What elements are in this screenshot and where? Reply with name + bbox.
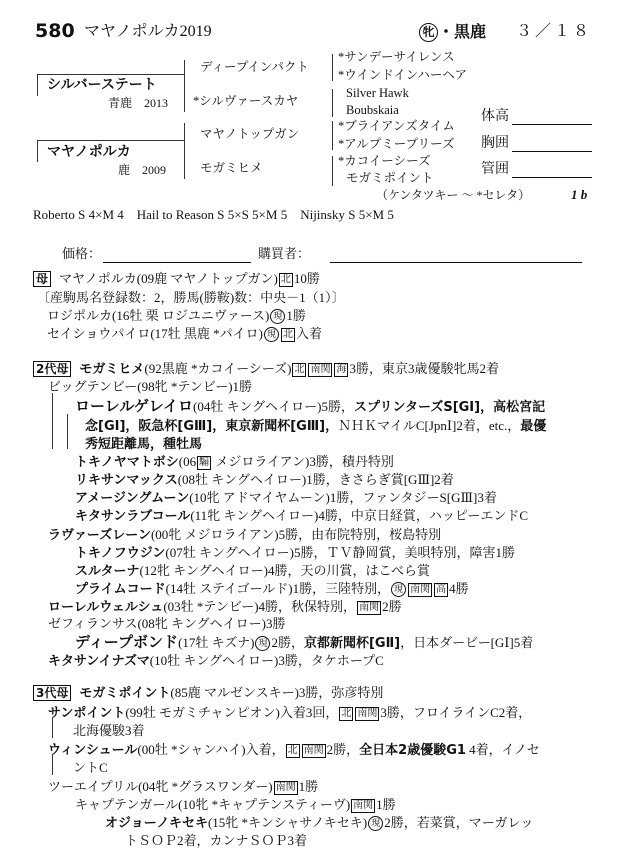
- bold-text: プライムコード: [75, 582, 166, 597]
- active-mark: 現: [391, 582, 406, 597]
- progeny-line: [48, 778, 318, 796]
- dam-color-year: 鹿 2009: [118, 163, 167, 177]
- region-mark: 南関: [357, 708, 378, 719]
- progeny-line-continued: [73, 759, 108, 777]
- bold-text: リキサンマックス: [75, 473, 178, 488]
- active-mark: 現: [264, 327, 279, 342]
- progeny-line: [75, 796, 396, 814]
- progeny-line: [75, 580, 469, 599]
- text-run: 北海優駿3着: [73, 723, 145, 738]
- text-run: (04牡 キングヘイロー)5勝，: [192, 399, 355, 414]
- bold-text: オジョーノキセキ: [105, 816, 208, 831]
- page-number: ３／１８: [516, 23, 593, 40]
- tree-connector: [52, 393, 53, 449]
- sire-sire-sire: *サンデーサイレンス: [338, 50, 455, 64]
- text-run: トＳＯＰ2着，カンナＳＯＰ3着: [125, 833, 308, 848]
- region-mark: 南関: [303, 745, 324, 756]
- sire-bracket-line: [37, 74, 184, 75]
- text-run: (06: [178, 454, 197, 469]
- section-label: 3代母: [33, 685, 71, 701]
- bold-text: サンポイント: [48, 706, 126, 721]
- bold-text: モガミポイント: [79, 686, 171, 701]
- bold-text: アメージングムーン: [75, 491, 190, 506]
- dam-sire-dam: *アルプミープリーズ: [338, 137, 455, 151]
- text-run: 2勝，若菜賞，マーガレッ: [384, 815, 534, 830]
- text-run: (99牡 モガミチャンピオン)入着3回，: [125, 705, 339, 720]
- sire-dam-dam: Boubskaia: [346, 103, 399, 117]
- text-run: 10勝: [293, 271, 320, 286]
- chest-blank[interactable]: [512, 151, 592, 152]
- progeny-line: [48, 704, 531, 723]
- dam-dam-dam: モガミポイント: [346, 171, 434, 185]
- region-mark: 南関: [275, 782, 296, 793]
- text-run: (92黒鹿 *カコイーシーズ): [144, 361, 292, 376]
- buyer-label: 購買者：: [258, 246, 311, 261]
- text-run: (12牝 キングヘイロー)4勝，天の川賞，はこべら賞: [139, 563, 430, 578]
- text-run: (00牝 メジロライアン)5勝，由布院特別，桜島特別: [150, 527, 442, 542]
- active-mark: 現: [255, 636, 270, 651]
- gen3-bracket-2: [332, 89, 333, 117]
- sire-color-year: 青鹿 2013: [108, 96, 169, 110]
- bold-text: 念[GⅠ]，阪急杯[GⅢ]，東京新聞杯[GⅢ]，: [85, 419, 339, 434]
- text-run: 1勝: [298, 779, 319, 794]
- gen3-bracket-1: [332, 54, 333, 81]
- text-run: ゼフィランサス(08牝 キングヘイロー)3勝: [48, 616, 286, 631]
- dam-dam-name: モガミヒメ: [200, 161, 263, 175]
- region-mark: 北: [280, 274, 291, 285]
- bold-text: 全日本2歳優駿G1: [359, 743, 466, 758]
- progeny-line-continued: [85, 435, 202, 454]
- coat-color: ・黒鹿: [438, 22, 487, 41]
- dam-name: マヤノポルカ: [47, 144, 131, 160]
- text-run: セイショウパイロ(17牡 黒鹿 *パイロ): [47, 326, 264, 341]
- region-mark: 南関: [310, 364, 331, 375]
- text-run: (11牝 キングヘイロー)4勝，中京日経賞，ハッピーエンドC: [190, 508, 528, 523]
- region-mark: 騸: [199, 457, 210, 468]
- progeny-line: [75, 562, 430, 581]
- sire-sire-name: ディープインパクト: [200, 60, 309, 74]
- text-run: マヤノポルカ(09鹿 マヤノトップガン): [59, 271, 278, 286]
- bold-text: ウィンシュール: [48, 743, 138, 758]
- sire-dam-sire: Silver Hawk: [346, 86, 409, 100]
- price-blank[interactable]: [103, 262, 251, 263]
- text-run: (03牡 *テンビー)4勝，秋保特別，: [163, 599, 357, 614]
- dam-parents-bracket: [184, 123, 185, 179]
- active-mark: 現: [270, 309, 285, 324]
- major-winner-name: ディープボンド: [75, 633, 179, 651]
- bold-text: トキノヤマトボシ: [75, 455, 179, 470]
- text-run: 1勝: [376, 797, 396, 812]
- sex-circle: 牝: [419, 23, 438, 42]
- sire-bracket-tick: [37, 74, 38, 96]
- region-mark: 北: [294, 364, 305, 375]
- progeny-line: [48, 741, 540, 760]
- third-dam-line: [33, 684, 383, 703]
- region-mark: 北: [283, 329, 294, 340]
- progeny-line-continued: [125, 832, 307, 850]
- progeny-line: [48, 378, 252, 396]
- section-label: 2代母: [33, 361, 71, 377]
- dam-sire-name: マヤノトップガン: [200, 127, 300, 141]
- dam-dam-sire: *カコイーシーズ: [338, 154, 431, 168]
- sire-sire-dam: *ウインドインハーヘア: [338, 68, 468, 82]
- bold-text: 最優: [520, 419, 547, 434]
- dam-bracket-tick: [37, 140, 38, 162]
- text-run: (10牝 アドマイヤムーン)1勝，ファンタジーS[GⅢ]3着: [189, 490, 497, 505]
- height-blank[interactable]: [512, 124, 592, 125]
- progeny-line: [75, 397, 545, 417]
- region-mark: 南関: [353, 800, 374, 811]
- progeny-line-continued: [85, 417, 546, 436]
- bold-text: 京都新聞杯[GⅡ]: [303, 636, 401, 651]
- sex-mark: [419, 23, 438, 42]
- height-label: 体高: [481, 109, 509, 124]
- chest-label: 胸囲: [481, 136, 509, 151]
- region-mark: 北: [287, 745, 298, 756]
- region-mark: 南関: [359, 602, 380, 613]
- price-label: 価格：: [62, 246, 102, 261]
- progeny-line: [105, 814, 533, 833]
- major-winner-name: ローレルゲレイロ: [75, 397, 193, 415]
- bold-text: ラヴァーズレーン: [48, 528, 151, 543]
- gen3-bracket-4: [332, 156, 333, 186]
- text-run: 2勝，: [271, 635, 304, 650]
- bold-text: ローレルウェルシュ: [48, 600, 164, 615]
- dam-bracket-line: [37, 140, 184, 141]
- progeny-line: [48, 652, 384, 671]
- text-run: (17牡 キズナ): [178, 635, 255, 650]
- inbreeding-line: Roberto S 4×M 4 Hail to Reason S 5×S 5×M 5 Nijinsky S 5×M 5: [33, 207, 394, 222]
- bold-text: キタサンイナズマ: [48, 654, 150, 669]
- text-run: ，日本ダービー[GⅠ]5着: [400, 635, 534, 650]
- gen3-bracket-3: [332, 121, 333, 150]
- second-dam-line: [33, 360, 499, 379]
- cannon-blank[interactable]: [512, 177, 592, 178]
- text-run: ビッグテンビー(98牝 *テンビー)1勝: [48, 379, 253, 394]
- text-run: (00牡 *シャンハイ)入着，: [137, 742, 285, 757]
- dam-record-line: [33, 270, 320, 288]
- progeny-line: [75, 489, 497, 508]
- text-run: (15牝 *キンシャサノキセキ): [207, 815, 368, 830]
- text-run: (08牡 キングヘイロー)1勝，きさらぎ賞[GⅢ]2着: [177, 472, 454, 487]
- region-mark: 北: [341, 708, 352, 719]
- text-run: 2勝: [382, 599, 402, 614]
- text-run: (07牡 キングヘイロー)5勝，ＴＶ静岡賞，美唄特別，障害1勝: [165, 545, 515, 560]
- text-run: キャプテンガール(10牝 *キャプテンスティーヴ): [75, 797, 351, 812]
- region-mark: 海: [336, 364, 347, 375]
- text-run: 4着，イノセ: [465, 742, 540, 757]
- dam-record-line: [37, 289, 345, 307]
- region-mark: 高: [436, 584, 447, 595]
- text-run: (85鹿 マルゼンスキー)3勝，弥彦特別: [170, 685, 384, 700]
- progeny-line: [48, 526, 441, 545]
- bold-text: キタサンラブコール: [75, 509, 191, 524]
- dam-sire-sire: *ブライアンズタイム: [338, 119, 455, 133]
- progeny-line: [75, 544, 515, 563]
- progeny-line: [48, 615, 285, 633]
- active-mark: 現: [368, 816, 383, 831]
- region-mark: 南関: [410, 584, 431, 595]
- family-line: （ケンタツキー ～ *セレタ）: [376, 188, 531, 202]
- dam-record-line: [47, 307, 306, 325]
- text-run: ツーエイプリル(04牝 *グラスワンダー): [48, 779, 273, 794]
- tree-connector: [67, 414, 68, 449]
- text-run: (14牡 ステイゴールド)1勝，三陸特別，: [165, 581, 391, 596]
- bold-text: スプリンターズS[GⅠ]，高松宮記: [354, 400, 546, 415]
- horse-name: マヤノポルカ2019: [84, 23, 212, 40]
- progeny-line: [75, 633, 533, 653]
- text-run: ントC: [73, 760, 108, 775]
- text-run: 4勝: [449, 581, 469, 596]
- lot-number: 580: [35, 20, 75, 42]
- sire-parents-bracket: [184, 60, 185, 112]
- bold-text: 秀短距離馬，種牡馬: [85, 437, 203, 452]
- progeny-line: [75, 507, 528, 526]
- text-run: 1勝: [286, 308, 306, 323]
- buyer-blank[interactable]: [330, 262, 582, 263]
- text-run: 3勝，フロイラインC2着，: [380, 705, 532, 720]
- text-run: 2勝，: [326, 742, 360, 757]
- bold-text: モガミヒメ: [79, 362, 145, 377]
- text-run: 3勝，東京3歳優駿牝馬2着: [349, 361, 499, 376]
- text-run: 入着: [296, 326, 323, 341]
- bold-text: トキノフウジン: [75, 546, 166, 561]
- family-number: 1 b: [571, 187, 588, 202]
- dam-record-line: [47, 325, 322, 343]
- sire-dam-name: *シルヴァースカヤ: [193, 94, 299, 108]
- text-run: ロジポルカ(16牡 栗 ロジユニヴァース): [47, 308, 270, 323]
- bold-text: スルターナ: [75, 564, 140, 579]
- text-run: 〔産駒馬名登録数：2，勝馬(勝鞍)数：中央－1（1）〕: [37, 290, 345, 305]
- text-run: ＮＨＫマイルC[JpnⅠ]2着，etc.，: [338, 418, 521, 433]
- cannon-label: 管囲: [481, 162, 509, 177]
- progeny-line-continued: [73, 722, 145, 740]
- section-label: 母: [33, 271, 51, 287]
- text-run: メジロライアン)3勝，積丹特別: [212, 454, 394, 469]
- text-run: (10牡 キングヘイロー)3勝，タケホープC: [149, 653, 384, 668]
- progeny-line: [75, 453, 394, 472]
- progeny-line: [75, 471, 454, 490]
- sire-name: シルバーステート: [47, 77, 157, 93]
